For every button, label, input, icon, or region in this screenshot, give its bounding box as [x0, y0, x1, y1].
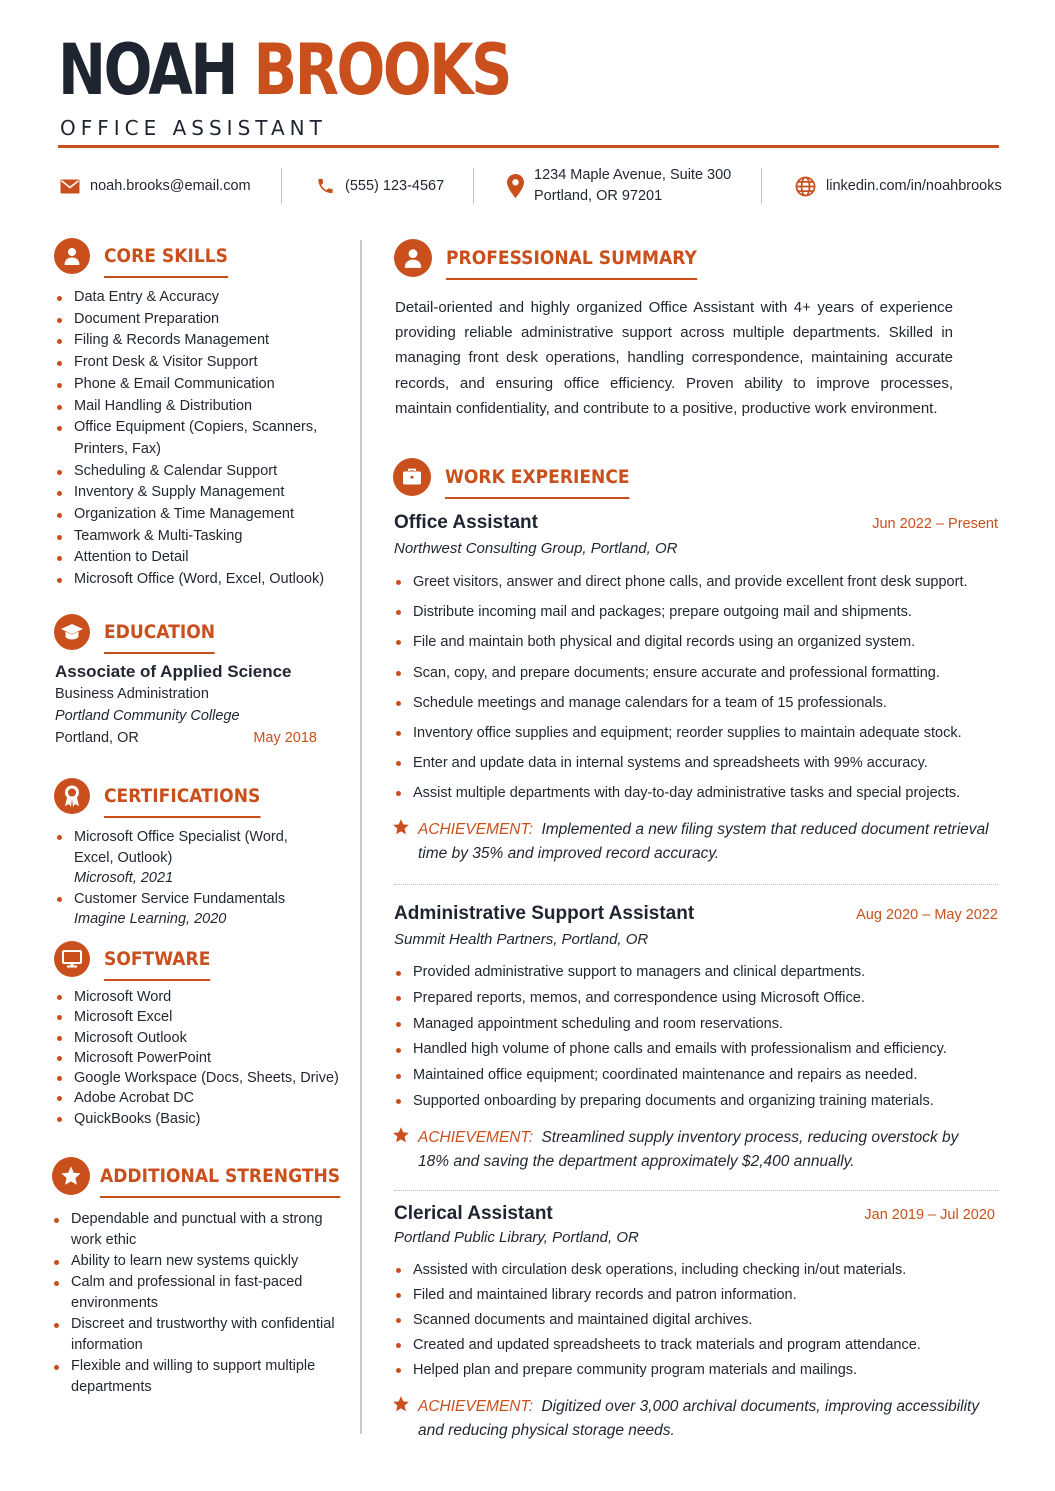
software-item: Adobe Acrobat DC	[55, 1088, 345, 1108]
field-of-study: Business Administration	[55, 686, 209, 702]
briefcase-icon	[393, 458, 431, 496]
section-title: CERTIFICATIONS	[104, 785, 261, 807]
strength-item: Discreet and trustworthy with confidential information	[52, 1314, 337, 1356]
achievement-text: Digitized over 3,000 archival documents, improving accessibility and reducing physical storage needs.	[418, 1398, 980, 1439]
award-ribbon-icon	[54, 778, 90, 814]
core-skills-heading	[54, 238, 242, 274]
achievement-label: ACHIEVEMENT:	[418, 1398, 534, 1415]
skill-item: Phone & Email Communication	[55, 374, 345, 396]
certification-item	[55, 827, 305, 889]
job-separator	[394, 1190, 998, 1191]
graduation-cap-icon	[54, 614, 90, 650]
job-bullet: Assisted with circulation desk operations, including checking in/out materials.	[394, 1258, 998, 1283]
software-item: Microsoft Word	[55, 987, 345, 1007]
achievement-text: Streamlined supply inventory process, reducing overstock by 18% and saving the department approximately $2,400 annually.	[418, 1129, 959, 1170]
email-icon	[60, 179, 80, 194]
skill-item: Document Preparation	[55, 309, 345, 331]
certification-name: Customer Service Fundamentals	[74, 890, 286, 907]
job-bullet: Provided administrative support to managers and clinical departments.	[394, 960, 998, 986]
work-experience-heading	[393, 458, 650, 496]
professional-summary-heading	[394, 239, 725, 277]
job-company: Summit Health Partners, Portland, OR	[394, 931, 649, 948]
software-heading	[54, 941, 222, 977]
section-title: EDUCATION	[104, 621, 216, 643]
job-bullet: Schedule meetings and manage calendars for a team of 15 professionals.	[394, 688, 998, 718]
job-dates: Jun 2022 – Present	[872, 516, 998, 532]
skill-item: Data Entry & Accuracy	[55, 287, 345, 309]
linkedin-text: linkedin.com/in/noahbrooks	[826, 178, 1002, 194]
job-bullet: Scanned documents and maintained digital archives.	[394, 1308, 998, 1333]
job-bullet: Greet visitors, answer and direct phone calls, and provide excellent front desk support.	[394, 567, 998, 597]
contact-email[interactable]	[60, 166, 251, 206]
education-entry	[55, 661, 320, 749]
star-icon	[52, 1157, 90, 1195]
job-title: Office Assistant	[394, 512, 538, 533]
job-dates: Aug 2020 – May 2022	[856, 907, 998, 923]
achievement-label: ACHIEVEMENT:	[418, 1129, 534, 1146]
certifications-list	[55, 827, 305, 930]
strength-item: Flexible and willing to support multiple departments	[52, 1356, 337, 1398]
achievement-text: Implemented a new filing system that reduced document retrieval time by 35% and improved record accuracy.	[418, 821, 989, 862]
strengths-list	[52, 1209, 337, 1398]
address-line-1: 1234 Maple Avenue, Suite 300	[534, 167, 732, 183]
certifications-heading	[54, 778, 278, 814]
certification-name: Microsoft Office Specialist (Word, Excel, Outlook)	[74, 829, 288, 866]
skill-item: Microsoft Office (Word, Excel, Outlook)	[55, 569, 345, 591]
additional-strengths-heading	[52, 1157, 367, 1195]
education-heading	[54, 614, 227, 650]
column-divider	[360, 240, 362, 1434]
job-bullet: Supported onboarding by preparing documents and organizing training materials.	[394, 1089, 998, 1115]
section-title: WORK EXPERIENCE	[445, 466, 630, 488]
header-rule	[58, 145, 999, 148]
job-title: Administrative Support Assistant	[394, 903, 695, 924]
job-bullet: Handled high volume of phone calls and emails with professionalism and efficiency.	[394, 1037, 998, 1063]
monitor-icon	[54, 941, 90, 977]
graduation-date: May 2018	[253, 730, 317, 746]
globe-icon	[795, 176, 816, 197]
job-title: Clerical Assistant	[394, 1203, 553, 1224]
contact-divider	[281, 168, 282, 204]
job-bullets	[394, 1258, 998, 1383]
skill-item: Organization & Time Management	[55, 504, 345, 526]
strength-item: Ability to learn new systems quickly	[52, 1251, 337, 1272]
skill-item: Teamwork & Multi-Tasking	[55, 526, 345, 548]
strength-item: Calm and professional in fast-paced environments	[52, 1272, 337, 1314]
job-dates: Jan 2019 – Jul 2020	[864, 1207, 995, 1223]
candidate-name	[58, 30, 510, 110]
job-bullet: Distribute incoming mail and packages; prepare outgoing mail and shipments.	[394, 597, 998, 627]
job-bullets	[394, 960, 998, 1115]
degree: Associate of Applied Science	[55, 662, 292, 681]
phone-icon	[316, 176, 335, 196]
contact-linkedin[interactable]	[795, 166, 1002, 206]
last-name: BROOKS	[253, 29, 511, 111]
job-achievement	[418, 1395, 993, 1443]
software-item: Microsoft Excel	[55, 1007, 345, 1027]
skill-item: Front Desk & Visitor Support	[55, 352, 345, 374]
contact-divider	[473, 168, 474, 204]
job-bullet: Maintained office equipment; coordinated maintenance and repairs as needed.	[394, 1063, 998, 1089]
skill-item: Attention to Detail	[55, 547, 345, 569]
job-bullet: Inventory office supplies and equipment; reorder supplies to maintain adequate stock.	[394, 718, 998, 748]
job-title: OFFICE ASSISTANT	[60, 116, 327, 140]
job-bullet: Filed and maintained library records and patron information.	[394, 1283, 998, 1308]
school-name: Portland Community College	[55, 708, 240, 724]
star-icon	[392, 818, 410, 836]
section-title: ADDITIONAL STRENGTHS	[100, 1165, 341, 1187]
star-icon	[392, 1395, 410, 1413]
skill-item: Filing & Records Management	[55, 330, 345, 352]
software-item: QuickBooks (Basic)	[55, 1109, 345, 1129]
summary-text: Detail-oriented and highly organized Office Assistant with 4+ years of experience providing reliable administrative support across multiple departments. Skilled in managing front desk operations, handling correspondence, maintaining accurate records, and ensuring office efficiency. Proven ability to improve processes, maintain confidentiality, and contribute to a positive, productive work environment.	[395, 299, 953, 417]
certification-issuer: Microsoft, 2021	[74, 870, 174, 886]
job-separator	[394, 884, 998, 885]
software-list	[55, 987, 345, 1129]
location-pin-icon	[507, 174, 524, 198]
skill-item: Scheduling & Calendar Support	[55, 461, 345, 483]
section-title: SOFTWARE	[104, 948, 211, 970]
job-bullet: Created and updated spreadsheets to track materials and program attendance.	[394, 1333, 998, 1358]
job-bullet: Helped plan and prepare community program materials and mailings.	[394, 1358, 998, 1383]
school-location: Portland, OR	[55, 730, 139, 746]
section-title: PROFESSIONAL SUMMARY	[446, 247, 697, 269]
achievement-label: ACHIEVEMENT:	[418, 821, 534, 838]
job-achievement	[418, 818, 993, 866]
job-bullet: Prepared reports, memos, and correspondence using Microsoft Office.	[394, 986, 998, 1012]
job-bullet: Assist multiple departments with day-to-day administrative tasks and special projects.	[394, 778, 998, 808]
contact-divider	[761, 168, 762, 204]
skill-item: Mail Handling & Distribution	[55, 396, 345, 418]
user-icon	[394, 239, 432, 277]
job-bullets	[394, 567, 998, 809]
contact-address	[507, 166, 731, 206]
address-line-2: Portland, OR 97201	[534, 188, 663, 204]
section-title: CORE SKILLS	[104, 245, 228, 267]
job-bullet: File and maintain both physical and digital records using an organized system.	[394, 627, 998, 657]
job-company: Northwest Consulting Group, Portland, OR	[394, 540, 678, 557]
job-achievement	[418, 1126, 993, 1174]
certification-item	[55, 889, 305, 930]
strength-item: Dependable and punctual with a strong work ethic	[52, 1209, 337, 1251]
email-text: noah.brooks@email.com	[90, 178, 251, 194]
phone-text: (555) 123-4567	[345, 178, 445, 194]
contact-phone[interactable]	[316, 166, 444, 206]
skill-item: Inventory & Supply Management	[55, 482, 345, 504]
job-bullet: Scan, copy, and prepare documents; ensure accurate and professional formatting.	[394, 658, 998, 688]
star-icon	[392, 1126, 410, 1144]
skills-list	[55, 287, 345, 591]
software-item: Microsoft Outlook	[55, 1028, 345, 1048]
first-name: NOAH	[58, 29, 236, 111]
job-company: Portland Public Library, Portland, OR	[394, 1229, 639, 1246]
software-item: Google Workspace (Docs, Sheets, Drive)	[55, 1068, 345, 1088]
skill-item: Office Equipment (Copiers, Scanners, Printers, Fax)	[55, 417, 345, 460]
person-icon	[54, 238, 90, 274]
software-item: Microsoft PowerPoint	[55, 1048, 345, 1068]
job-bullet: Enter and update data in internal systems and spreadsheets with 99% accuracy.	[394, 748, 998, 778]
school-location-row	[55, 727, 320, 749]
job-bullet: Managed appointment scheduling and room reservations.	[394, 1012, 998, 1038]
certification-issuer: Imagine Learning, 2020	[74, 911, 227, 927]
